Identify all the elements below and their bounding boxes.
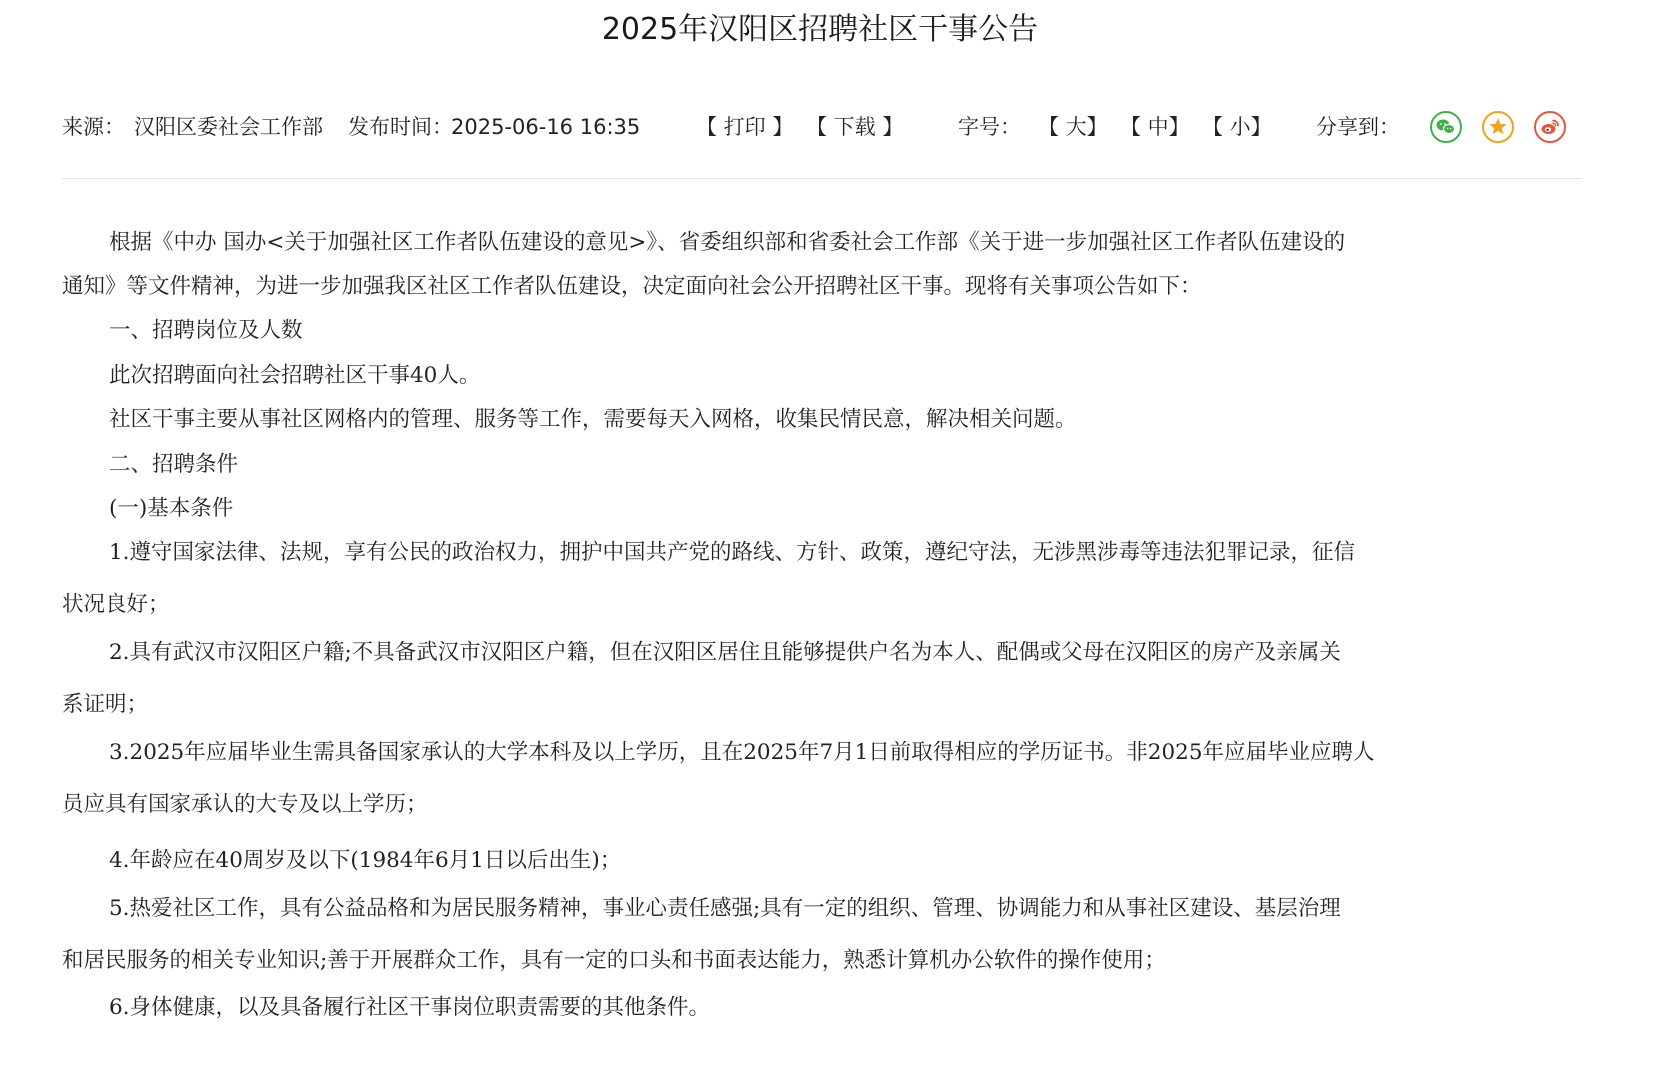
header-divider: [62, 178, 1582, 179]
list-item-line: 5.热爱社区工作，具有公益品格和为居民服务精神，事业心责任感强;具有一定的组织、管理、协调能力和从事社区建设、基层治理: [109, 896, 1341, 921]
share-label: 分享到：: [1316, 115, 1400, 139]
font-size-label: 字号：: [958, 115, 1021, 139]
font-size-small-button[interactable]: 【 小】: [1202, 115, 1272, 139]
page-title: 2025年汉阳区招聘社区干事公告: [601, 12, 1039, 47]
font-size-medium-button[interactable]: 【 中】: [1120, 115, 1190, 139]
published-label: 发布时间：: [348, 115, 453, 139]
star-icon[interactable]: [1482, 111, 1514, 143]
list-item-line: 状况良好；: [62, 592, 170, 617]
list-item-line: 2.具有武汉市汉阳区户籍;不具备武汉市汉阳区户籍，但在汉阳区居住且能够提供户名为本人、配偶或父母在汉阳区的房产及亲属关: [109, 640, 1341, 665]
list-item-line: 和居民服务的相关专业知识;善于开展群众工作，具有一定的口头和书面表达能力，熟悉计算机办公软件的操作使用；: [62, 948, 1166, 973]
published-time: 2025-06-16 16:35: [451, 115, 641, 139]
list-item-line: 系证明；: [62, 692, 149, 717]
font-size-large-button[interactable]: 【 大】: [1038, 115, 1108, 139]
print-button[interactable]: 【 打印 】: [696, 115, 794, 139]
list-item-line: 6.身体健康，以及具备履行社区干事岗位职责需要的其他条件。: [109, 995, 711, 1020]
section-heading: 二、招聘条件: [109, 452, 239, 477]
list-item-line: 3.2025年应届毕业生需具备国家承认的大学本科及以上学历，且在2025年7月1日前取得相应的学历证书。非2025年应届毕业应聘人: [109, 740, 1375, 765]
article-meta-bar: [62, 107, 1582, 147]
intro-paragraph-line: 通知》等文件精神，为进一步加强我区社区工作者队伍建设，决定面向社会公开招聘社区干事。现将有关事项公告如下：: [62, 274, 1202, 299]
source-label: 来源：: [62, 115, 125, 139]
paragraph: 社区干事主要从事社区网格内的管理、服务等工作，需要每天入网格，收集民情民意，解决相关问题。: [109, 407, 1077, 432]
intro-paragraph-line: 根据《中办 国办<关于加强社区工作者队伍建设的意见>》、省委组织部和省委社会工作部《关于进一步加强社区工作者队伍建设的: [109, 230, 1346, 255]
list-item-line: 员应具有国家承认的大专及以上学历；: [62, 792, 428, 817]
wechat-icon[interactable]: [1430, 111, 1462, 143]
source-value: 汉阳区委社会工作部: [134, 115, 323, 139]
weibo-icon[interactable]: [1534, 111, 1566, 143]
paragraph: 此次招聘面向社会招聘社区干事40人。: [109, 363, 481, 388]
list-item-line: 1.遵守国家法律、法规，享有公民的政治权力，拥护中国共产党的路线、方针、政策，遵纪守法，无涉黑涉毒等违法犯罪记录，征信: [109, 540, 1356, 565]
section-heading: 一、招聘岗位及人数: [109, 318, 303, 343]
subsection-heading: (一)基本条件: [109, 496, 234, 521]
download-button[interactable]: 【 下载 】: [806, 115, 904, 139]
list-item-line: 4.年龄应在40周岁及以下(1984年6月1日以后出生)；: [109, 848, 622, 873]
